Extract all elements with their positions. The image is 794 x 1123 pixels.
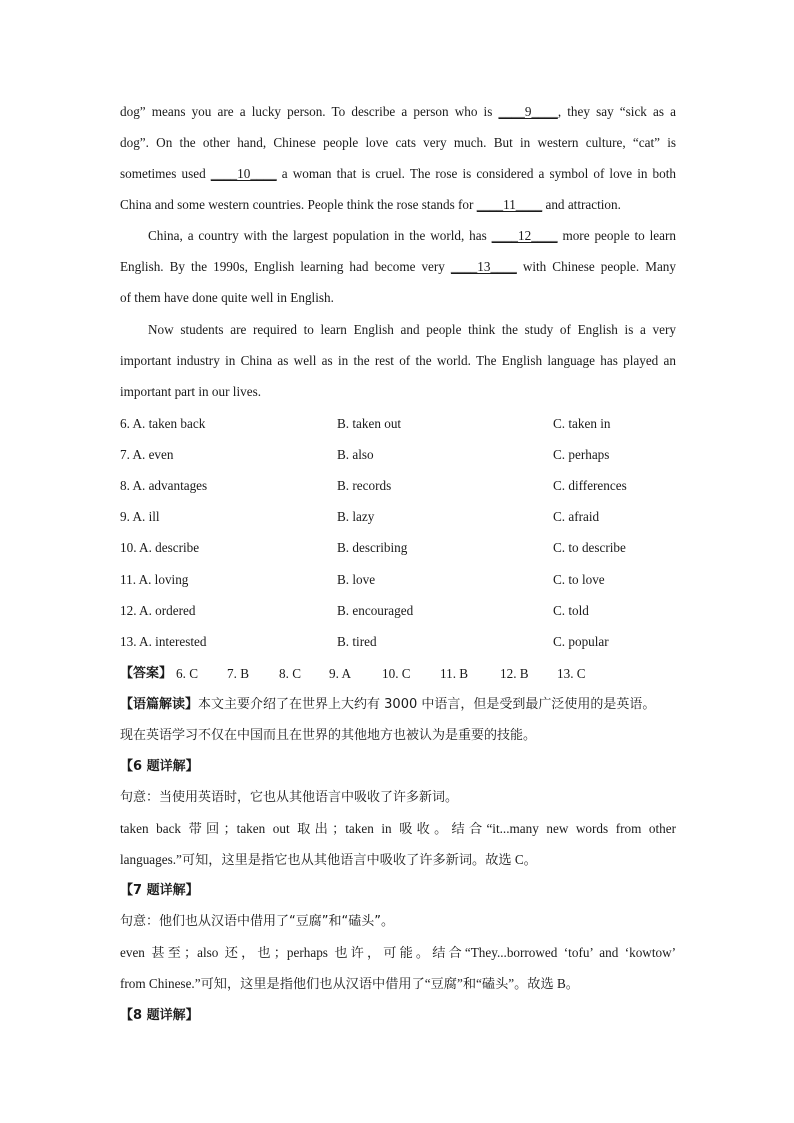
- option-b: B. describing: [337, 540, 408, 555]
- passage-text: and attraction.: [542, 197, 621, 212]
- answer-label: 【答案】: [120, 666, 173, 681]
- q6-meaning: 句意：当使用英语时，它也从其他语言中吸收了许多新词。: [120, 790, 459, 805]
- option-a: 6. A. taken back: [120, 416, 206, 431]
- option-c: C. to love: [553, 572, 605, 587]
- blank-12: ____12____: [491, 228, 558, 243]
- option-c: C. perhaps: [553, 447, 610, 462]
- summary-line-1: [120, 695, 700, 715]
- option-c: C. differences: [553, 478, 627, 493]
- passage-text: of them have done quite well in English.: [120, 290, 334, 305]
- passage-text: important industry in China as well as in the rest of the world. The English language has played an: [120, 353, 676, 368]
- q6-heading: 【6 题详解】: [120, 759, 199, 774]
- option-c: C. popular: [553, 634, 609, 649]
- answer-item: 6. C: [176, 666, 198, 681]
- passage-line-1: [120, 102, 676, 122]
- option-c: C. told: [553, 603, 589, 618]
- q7-meaning: 句意：他们也从汉语中借用了“豆腐”和“磕头”。: [120, 914, 394, 929]
- passage-line-10: [120, 382, 676, 402]
- passage-text: more people to learn: [557, 228, 676, 243]
- blank-13: ____13____: [450, 259, 517, 274]
- passage-text: English. By the 1990s, English learning had become very: [120, 259, 451, 274]
- passage-text: China and some western countries. People think the rose stands for: [120, 197, 477, 212]
- option-a: 9. A. ill: [120, 509, 160, 524]
- option-b: B. also: [337, 447, 374, 462]
- summary-text: 本文主要介绍了在世界上大约有 3000 中语言，但是受到最广泛使用的是英语。: [198, 697, 656, 712]
- blank-9: ____9____: [498, 104, 558, 119]
- option-c: C. to describe: [553, 540, 626, 555]
- option-b: B. taken out: [337, 416, 402, 431]
- answer-item: 8. C: [279, 666, 301, 681]
- option-row-9: [120, 507, 680, 527]
- option-row-12: [120, 601, 680, 621]
- option-a: 8. A. advantages: [120, 478, 208, 493]
- blank-11: ____11____: [476, 197, 543, 212]
- option-a: 11. A. loving: [120, 572, 189, 587]
- option-a: 12. A. ordered: [120, 603, 196, 618]
- q7-heading: 【7 题详解】: [120, 883, 199, 898]
- option-a: 7. A. even: [120, 447, 174, 462]
- option-b: B. encouraged: [337, 603, 414, 618]
- q6-explain-line-2: languages.”可知，这里是指它也从其他语言中吸收了许多新词。故选 C。: [120, 852, 537, 867]
- option-row-10: [120, 538, 680, 558]
- option-row-8: [120, 476, 680, 496]
- option-row-7: [120, 445, 680, 465]
- passage-text: sometimes used: [120, 166, 211, 181]
- answer-item: 7. B: [227, 666, 249, 681]
- passage-line-5: [148, 226, 676, 246]
- passage-line-7: [120, 288, 676, 308]
- q7-explain-line-2: from Chinese.”可知，这里是指他们也从汉语中借用了“豆腐”和“磕头”。故选 B。: [120, 976, 579, 991]
- answer-item: 13. C: [557, 666, 586, 681]
- option-c: C. taken in: [553, 416, 611, 431]
- option-a: 10. A. describe: [120, 540, 200, 555]
- summary-text: 现在英语学习不仅在中国而且在世界的其他地方也被认为是重要的技能。: [120, 728, 537, 743]
- q7-explain-line-1: even 甚至；also 还，也；perhaps 也许，可能。结合“They...borrowed ‘tofu’ and ‘kowtow’: [120, 945, 676, 960]
- option-c: C. afraid: [553, 509, 600, 524]
- option-row-13: [120, 632, 680, 652]
- passage-line-4: [120, 195, 676, 215]
- passage-line-2: [120, 133, 676, 153]
- passage-text: dog” means you are a lucky person. To describe a person who is: [120, 104, 499, 119]
- passage-line-6: [120, 257, 676, 277]
- option-b: B. lazy: [337, 509, 375, 524]
- passage-text: important part in our lives.: [120, 384, 262, 399]
- passage-text: Now students are required to learn English and people think the study of English is a very: [148, 322, 676, 337]
- answer-item: 10. C: [382, 666, 411, 681]
- q6-explain-line-1: taken back 带回；taken out 取出；taken in 吸收。结合“it...many new words from other: [120, 821, 676, 836]
- answer-item: 12. B: [500, 666, 529, 681]
- answer-item: 11. B: [440, 666, 469, 681]
- passage-text: , they say “sick as a: [557, 104, 676, 119]
- option-row-6: [120, 414, 680, 434]
- passage-text: China, a country with the largest population in the world, has: [148, 228, 492, 243]
- passage-text: with Chinese people. Many: [516, 259, 676, 274]
- passage-text: dog”. On the other hand, Chinese people love cats very much. But in western culture, “cat” is: [120, 135, 676, 150]
- q8-heading: 【8 题详解】: [120, 1008, 199, 1023]
- passage-line-8: [148, 320, 676, 340]
- summary-line-2: [120, 726, 676, 746]
- summary-label: 【语篇解读】: [120, 697, 199, 712]
- answer-item: 9. A: [329, 666, 351, 681]
- option-b: B. tired: [337, 634, 377, 649]
- option-b: B. love: [337, 572, 376, 587]
- blank-10: ____10____: [210, 166, 277, 181]
- passage-text: a woman that is cruel. The rose is considered a symbol of love in both: [276, 166, 676, 181]
- option-row-11: [120, 570, 680, 590]
- option-b: B. records: [337, 478, 392, 493]
- passage-line-9: [120, 351, 676, 371]
- option-a: 13. A. interested: [120, 634, 207, 649]
- passage-line-3: [120, 164, 676, 184]
